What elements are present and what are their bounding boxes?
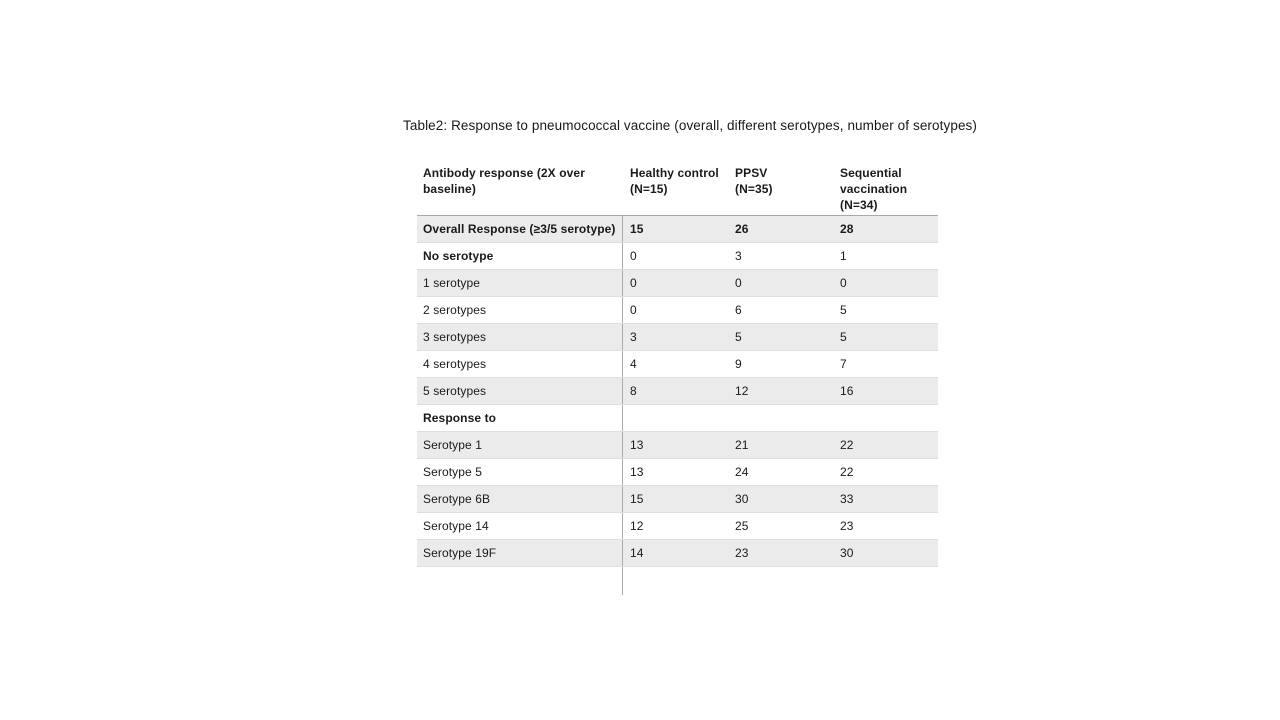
value-cell [623, 567, 728, 595]
value-cell: 4 [630, 357, 637, 371]
value-cell: 23 [840, 519, 854, 533]
header-line: (N=34) [840, 198, 878, 212]
value-cell: 16 [840, 384, 854, 398]
table-row [417, 486, 938, 513]
value-cell: 14 [630, 546, 644, 560]
table-row [417, 378, 938, 405]
row-label-cell: 3 serotypes [417, 324, 623, 350]
header-line: (N=15) [630, 182, 668, 196]
header-line: baseline) [423, 182, 476, 196]
header-line: vaccination [840, 182, 908, 196]
value-cell: 23 [735, 546, 749, 560]
table-row [417, 351, 938, 378]
header-line: Antibody response (2X over [423, 166, 585, 180]
row-label-cell: 2 serotypes [417, 297, 623, 323]
table-row-empty-tail [417, 567, 938, 595]
table-row [417, 216, 938, 243]
row-label-cell: Response to [417, 405, 623, 431]
value-cell: 0 [630, 249, 637, 263]
row-label-cell: Overall Response (≥3/5 serotype) [417, 216, 623, 242]
table-row [417, 513, 938, 540]
row-label-cell: 4 serotypes [417, 351, 623, 377]
value-cell: 3 [735, 249, 742, 263]
value-cell: 15 [630, 222, 644, 236]
row-label-cell [417, 567, 623, 595]
table-body [417, 215, 938, 595]
header-ppsv [728, 160, 833, 215]
value-cell [833, 567, 938, 595]
value-cell: 6 [735, 303, 742, 317]
table-row [417, 432, 938, 459]
header-line: (N=35) [735, 182, 773, 196]
row-label-cell: Serotype 5 [417, 459, 623, 485]
value-cell: 28 [840, 222, 854, 236]
value-cell: 24 [735, 465, 749, 479]
value-cell: 22 [840, 465, 854, 479]
header-line: Healthy control [630, 166, 719, 180]
header-line: Sequential [840, 166, 902, 180]
value-cell: 21 [735, 438, 749, 452]
value-cell: 13 [630, 465, 644, 479]
row-label-cell: Serotype 6B [417, 486, 623, 512]
value-cell: 33 [840, 492, 854, 506]
header-line: PPSV [735, 166, 768, 180]
value-cell: 8 [630, 384, 637, 398]
value-cell: 5 [840, 303, 847, 317]
value-cell: 0 [630, 303, 637, 317]
data-table [417, 160, 938, 595]
value-cell: 0 [630, 276, 637, 290]
table-row [417, 405, 938, 432]
header-sequential-vaccination [833, 160, 938, 215]
table-row [417, 540, 938, 567]
table-row [417, 270, 938, 297]
value-cell: 30 [840, 546, 854, 560]
value-cell: 9 [735, 357, 742, 371]
table-header-row [417, 160, 938, 215]
value-cell: 13 [630, 438, 644, 452]
row-label-cell: 1 serotype [417, 270, 623, 296]
value-cell: 0 [840, 276, 847, 290]
value-cell: 0 [735, 276, 742, 290]
value-cell: 26 [735, 222, 749, 236]
value-cell: 12 [735, 384, 749, 398]
value-cell [728, 567, 833, 595]
row-label-cell: Serotype 14 [417, 513, 623, 539]
value-cell [833, 405, 938, 431]
value-cell: 5 [840, 330, 847, 344]
table-row [417, 243, 938, 270]
value-cell [728, 405, 833, 431]
value-cell [623, 405, 728, 431]
value-cell: 22 [840, 438, 854, 452]
value-cell: 25 [735, 519, 749, 533]
table-caption: Table2: Response to pneumococcal vaccine (overall, different serotypes, number of serotypes) [403, 118, 977, 133]
row-label-cell: No serotype [417, 243, 623, 269]
value-cell: 15 [630, 492, 644, 506]
header-antibody-response [417, 160, 623, 215]
table-row [417, 297, 938, 324]
value-cell: 1 [840, 249, 847, 263]
table-row [417, 459, 938, 486]
row-label-cell: Serotype 19F [417, 540, 623, 566]
value-cell: 5 [735, 330, 742, 344]
row-label-cell: Serotype 1 [417, 432, 623, 458]
table-row [417, 324, 938, 351]
header-healthy-control [623, 160, 728, 215]
value-cell: 12 [630, 519, 644, 533]
value-cell: 7 [840, 357, 847, 371]
value-cell: 3 [630, 330, 637, 344]
value-cell: 30 [735, 492, 749, 506]
row-label-cell: 5 serotypes [417, 378, 623, 404]
